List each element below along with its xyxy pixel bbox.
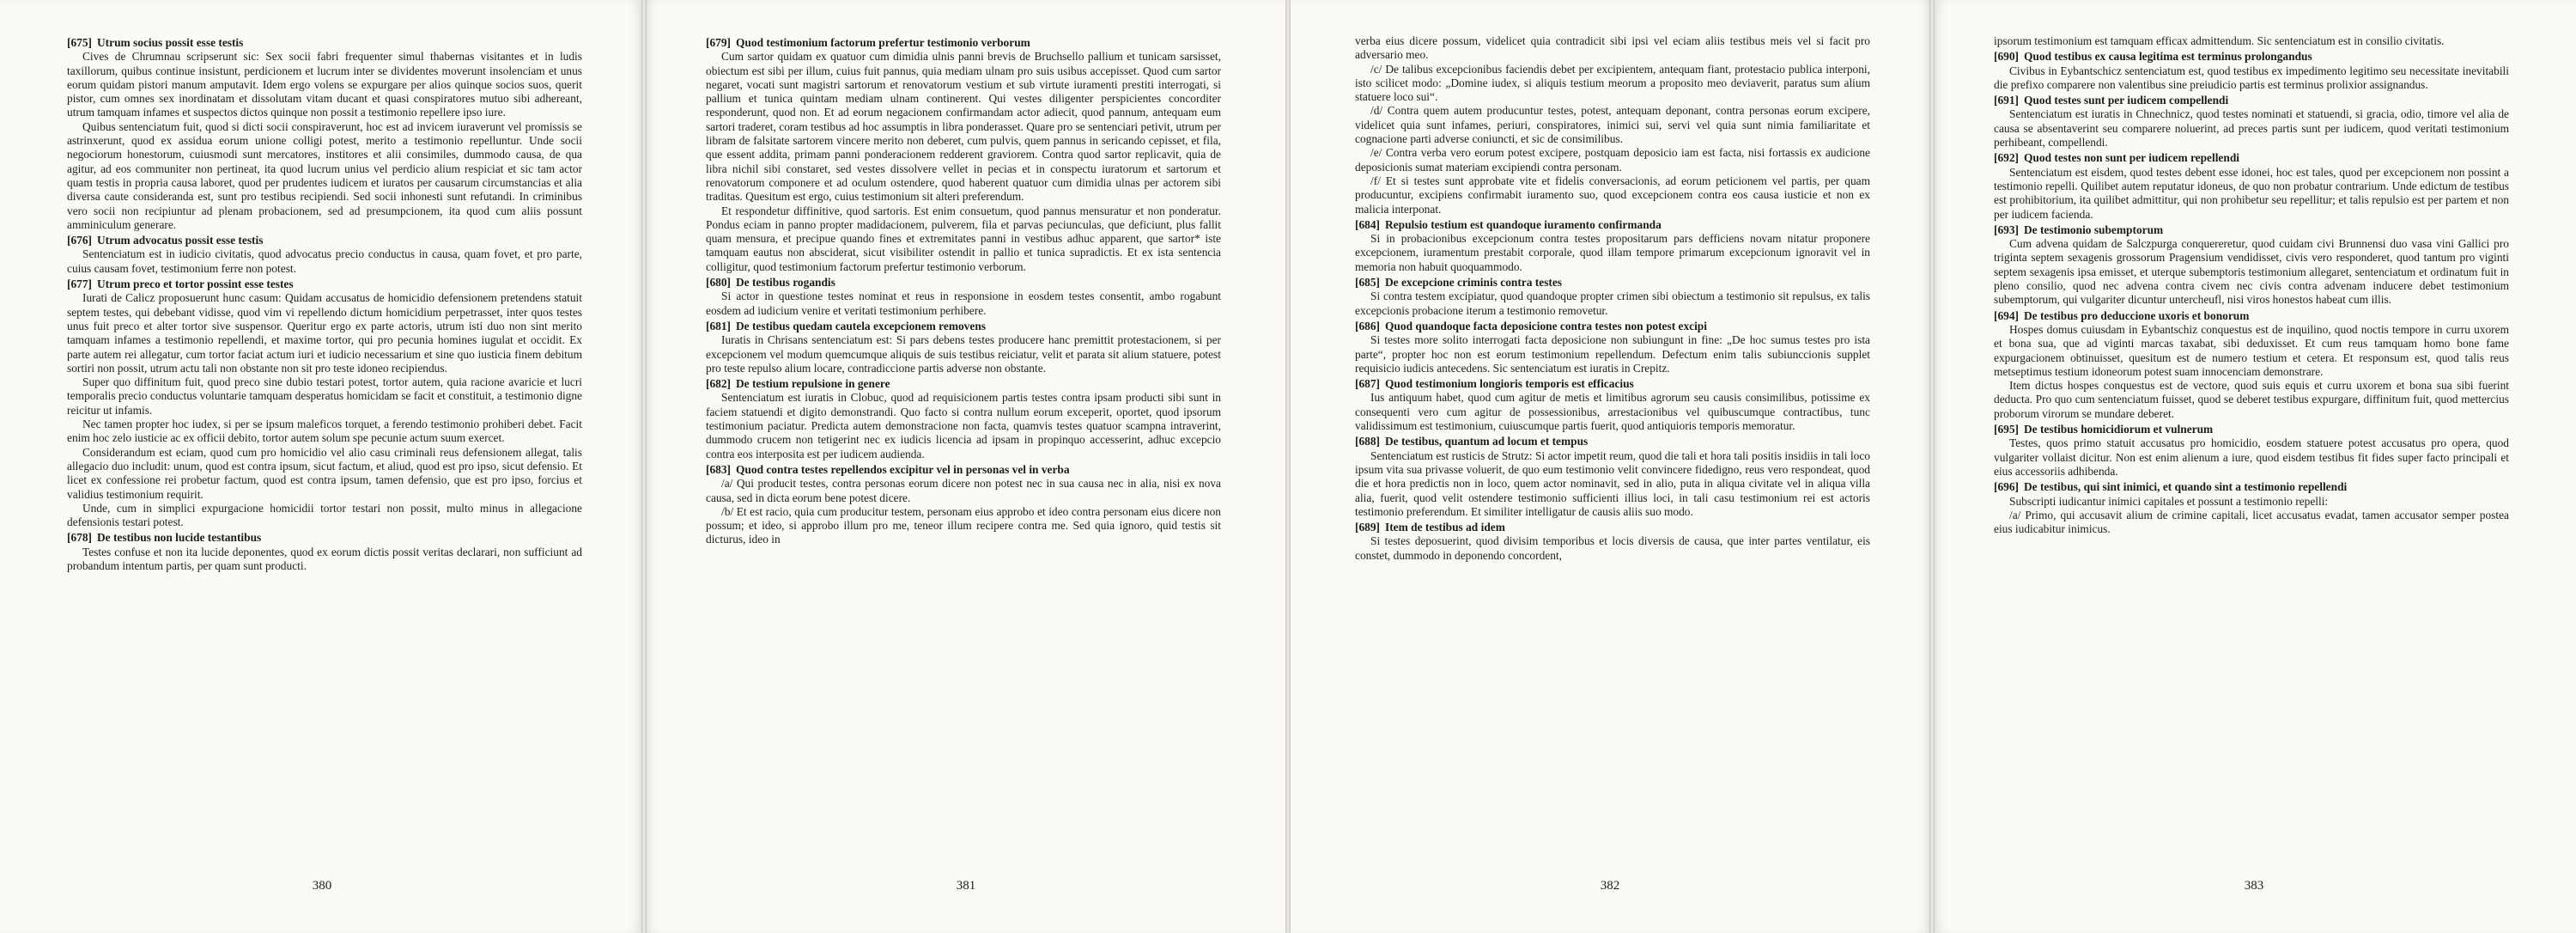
section-number: [680] [706, 276, 732, 290]
section-title: De testibus, quantum ad locum et tempus [1385, 435, 1589, 448]
section-heading [706, 36, 1221, 50]
section-number: [676] [67, 234, 93, 247]
section-number: [688] [1355, 435, 1381, 448]
paragraph: Si testes more solito interrogati facta deposicione non subiungunt in fine: „De hoc sumus testes pro ista parte“, propter hoc non est eorum testimonium repellendum. Defectum enim talis subiunccionis supplet requisicio iudicis antecedens. Sic sentenciatum est iuratis in Crepitz. [1355, 333, 1870, 375]
section [1355, 63, 1870, 216]
paragraph: Nec tamen propter hoc iudex, si per se ipsum maleficos torquet, a ferendo testimonio prohiberi debet. Facit enim hoc zelo iusticie ac ex officii debito, tortor autem solum spe pecunie actum suum exercet. [67, 418, 582, 445]
section-title: Item de testibus ad idem [1385, 521, 1505, 534]
section-number: [684] [1355, 217, 1381, 231]
paragraph: Si in probacionibus excepcionum contra testes propositarum pars defficiens novam nitatur proponere excepcionem, iuramentum prestabit corporale, quod illam tempore primarum excepcionum ignoravit vel in memoria non habuit quoquammodo. [1355, 232, 1870, 273]
paragraph: /e/ Contra verba vero eorum potest excipere, postquam deposicio iam est facta, nisi fortassis ex audicione deposicionis sumat materiam excipiendi contra personam. [1355, 146, 1870, 174]
section-number: [691] [1994, 94, 2020, 107]
section-number: [678] [67, 531, 93, 545]
paragraph: Si actor in questione testes nominat et reus in responsione in eosdem testes consentit, ambo rogabunt eosdem ad iudicium venire et veritati testimonium perhibere. [706, 290, 1221, 317]
section-heading [1994, 94, 2509, 107]
section [1994, 94, 2509, 149]
section-number: [693] [1994, 223, 2020, 236]
section [706, 276, 1221, 318]
section-heading [706, 463, 1221, 477]
paragraph: Sentenciatum est iuratis in Clobuc, quod ad requisicionem partis testes contra ipsam producti sibi sunt in faciem statuendi et digito demonstrandi. Quo facto si contra nullum eorum exceperit, oportet, quod ipsorum testimonium paciatur. Predicta autem demonstracione non facta, quamvis testes quatuor scampna intraverint, dummodo crucem non tetigerint nec ex iudicis licencia ad ipsam in propinquo accesserint, adhuc excepcio contra eos interposita est per iudicem audienda. [706, 391, 1221, 460]
text-column [67, 34, 582, 859]
section-heading [1994, 480, 2509, 494]
paragraph: /a/ Qui producit testes, contra personas eorum dicere non potest nec in sua causa nec in alia, nisi ex nova causa, sed in dicta eorum bene potest dicere. [706, 477, 1221, 504]
section-title: Quod contra testes repellendos excipitur vel in personas vel in verba [736, 462, 1070, 476]
section [1355, 377, 1870, 433]
section-heading [1355, 276, 1870, 290]
paragraph: Hospes domus cuiusdam in Eybantschiz conquestus est de inquilino, quod noctis tempore in curru uxorem et bona sua, que ad viginti marcas taxabat, sibi deduxisset. Et cum reus tamquam homo bone fame expurgacionem obtinuisset, quesitum est de numero testium et cetera. Et responsum est, quod talis reus metseptimus testium idoneorum potest suam innocenciam demonstrare. [1994, 322, 2509, 378]
section-number: [682] [706, 377, 732, 391]
section [1355, 276, 1870, 318]
continued-text: ipsorum testimonium est tamquam efficax admittendum. Sic sentenciatum est in consilio civitatis. [1994, 34, 2445, 47]
section-heading [1355, 435, 1870, 448]
section-heading [1994, 50, 2509, 64]
page-381 [644, 0, 1288, 933]
section-title: Quod testibus ex causa legitima est terminus prolongandus [2024, 50, 2312, 64]
gutter-shadow [1285, 0, 1291, 933]
section-title: Quod testimonium longioris temporis est efficacius [1385, 377, 1634, 391]
section-number: [690] [1994, 50, 2020, 64]
section-number: [687] [1355, 377, 1381, 391]
paragraph: Si contra testem excipiatur, quod quandoque propter crimen sibi obiectum a testimonio sit repulsus, ex talis excepcionis probacione iterum a testimonio removetur. [1355, 290, 1870, 317]
paragraph: /f/ Et si testes sunt approbate vite et fidelis conversacionis, ad eorum peticionem vel partis, per quam producuntur, excipiens confirmabit iuramento suo, quod excepcionem contra eos causa iusticie et non ex malicia interponat. [1355, 174, 1870, 216]
section-number: [685] [1355, 276, 1381, 290]
section-title: De testibus, qui sint inimici, et quando sint a testimonio repellendi [2024, 480, 2348, 494]
section-title: Utrum preco et tortor possint esse testes [97, 277, 294, 291]
section [1994, 223, 2509, 308]
section-heading [706, 276, 1221, 290]
section [706, 377, 1221, 461]
paragraph: Ius antiquum habet, quod cum agitur de metis et limitibus agrorum seu causis consimilibus, potissime ex consequenti vero cum agitur de possessionibus, arrestacionibus vel quibuscumque contractibus, tunc validissimum est testimonium, cuiuscumque partis fuerit, quod antiquioris temporis memoratur. [1355, 391, 1870, 433]
section [1994, 151, 2509, 221]
gutter-shadow [641, 0, 647, 933]
section [1994, 309, 2509, 421]
section-title: Utrum socius possit esse testis [97, 36, 244, 49]
section-title: Quod testes non sunt per iudicem repellendi [2024, 151, 2239, 165]
page-number: 380 [312, 879, 332, 893]
page-383 [1932, 0, 2576, 933]
section-title: Utrum advocatus possit esse testis [97, 234, 264, 247]
paragraph: Iurati de Calicz proposuerunt hunc casum: Quidam accusatus de homicidio defensionem pretendens statuit septem testes, qui debebant vidisse, quod vim vi repellendo dictum homicidium perpetrasset, inter quos testes unus fuit preco et alter tortor sive suspensor. Queritur ergo ex parte actoris, utrum isti duo non sint merito tamquam infames a testimonio repellendi, et maxime tortor, qui pro pecunia homines iugulat et occidit. Ex parte autem rei allegatur, cum tortor faciat actum iuri et iudicio necessarium et sine quo iusticia finem debitum sortiri non possit, utrum actu tali non obstante non sit pro teste idoneo recipiendus. [67, 291, 582, 375]
paragraph: Super quo diffinitum fuit, quod preco sine dubio testari potest, tortor autem, quia racione avaricie et lucri temporalis precio conductus voluntarie tamquam desperatus homicidam se facit et constituit, a testimonio digne reicitur ut infamis. [67, 375, 582, 417]
text-column [1355, 34, 1870, 859]
section-number: [692] [1994, 151, 2020, 165]
section-title: De testibus rogandis [736, 276, 835, 290]
section-title: De testibus non lucide testantibus [97, 531, 262, 545]
section [1355, 218, 1870, 274]
section-title: Quod testimonium factorum prefertur testimonio verborum [736, 36, 1030, 49]
section-title: Quod quandoque facta deposicione contra testes non potest excipi [1385, 319, 1707, 332]
section [1355, 521, 1870, 563]
paragraph: Quibus sentenciatum fuit, quod si dicti socii conspiraverunt, hoc est ad invicem iuraverunt vel promissis se astrinxerunt, quod ex assidua eorum unione colligi potest, merito a testimonio repelluntur. Unde socii negociorum honestorum, cuiusmodi sunt mercatores, institores et alii consimiles, dummodo causa, de qua agitur, ad eos communiter non pertineat, ita quod lucrum unius vel perdicio alium respiciat et sic tam actor quam testis in propria causa laboret, quod per prudentes iudicem et iuratos per causarum circumstancias et alia diversa caute consideranda est, sunt pro testibus recipiendi. Sed socii inhonesti sunt refutandi. In criminibus vero socii non recipiuntur ad plenam probacionem, sed ad presumpcionem, ita quod cum aliis possunt amminiculum generare. [67, 119, 582, 231]
paragraph: Si testes deposuerint, quod divisim temporibus et locis diversis de causa, que inter partes ventilatur, eis constet, dummodo in deponendo concordent, [1355, 534, 1870, 562]
section [1355, 320, 1870, 375]
section [1994, 423, 2509, 479]
paragraph: Testes confuse et non ita lucide deponentes, quod ex eorum dictis possit veritas declarari, non sufficiunt ad probandum intentum partis, per quam sunt producti. [67, 545, 582, 572]
section-title: De excepcione criminis contra testes [1385, 276, 1563, 290]
paragraph: Testes, quos primo statuit accusatus pro homicidio, eosdem statuere potest accusatus pro opera, quod vulgariter vollaist dicitur. Non est enim alienum a iure, quod eisdem testibus fit fides super facto principali et eius accessoriis adhibenda. [1994, 436, 2509, 478]
paragraph: Cum advena quidam de Salczpurga conquereretur, quod cuidam civi Brunnensi duo vasa vini Gallici pro triginta septem sexagenis grossorum Pragensium vendidisset, civis vero responderet, quod tantum pro viginti septem sexagenis ipsa emisset, et uterque subemptoris testimonium allegaret, sentenciatum et ordinatum fuit in pleno consilio, quod nec advena contra civem nec civis contra advenam inducere debet testimonium subemptorum, qui vulgariter dicuntur untercheufl, nisi viros honestos habeat cum illis. [1994, 237, 2509, 307]
section-heading [1355, 377, 1870, 391]
section-title: Repulsio testium est quandoque iuramento confirmanda [1385, 217, 1662, 231]
section-number: [675] [67, 36, 93, 49]
section-heading [1355, 320, 1870, 333]
paragraph: Sentenciatum est in iudicio civitatis, quod advocatus precio conductus in causa, quam fovet, et pro parte, cuius causam fovet, testimonium ferre non potest. [67, 247, 582, 275]
section-heading [706, 377, 1221, 391]
section [67, 36, 582, 232]
paragraph: Sentenciatum est iuratis in Chnechnicz, quod testes nominati et statuendi, si gracia, odio, timore vel alia de causa se absentaverint seu comparere noluerint, ad preces partis sunt per iudicem, quod veritati testimonium perhibeant, compellendi. [1994, 107, 2509, 149]
section-heading [1994, 309, 2509, 323]
section-heading [67, 277, 582, 291]
section-title: De testium repulsione in genere [736, 377, 890, 391]
paragraph: /a/ Primo, qui accusavit alium de crimine capitali, licet accusatus evadat, tamen accusator semper postea eius iudicabitur inimicus. [1994, 508, 2509, 536]
section [67, 277, 582, 529]
page-382 [1288, 0, 1932, 933]
section-number: [679] [706, 36, 732, 49]
gutter-shadow [1929, 0, 1935, 933]
section-title: De testibus homicidiorum et vulnerum [2024, 423, 2214, 436]
section-heading [1994, 423, 2509, 436]
paragraph: /c/ De talibus excepcionibus faciendis debet per excipientem, antequam fiant, protestacio publica interponi, isto scilicet modo: „Domine iudex, si aliquis testium meorum a proposito meo deviaverit, paratus sum alium statuere loco sui“. [1355, 62, 1870, 104]
section-heading [1355, 218, 1870, 232]
continued-text: verba eius dicere possum, videlicet quia contradicit sibi ipsi vel eciam aliis testibus meis vel si facit pro adversario meo. [1355, 34, 1870, 62]
section-heading [67, 36, 582, 50]
paragraph: Item dictus hospes conquestus est de vectore, quod suis equis et curru uxorem et bona sua sibi fuerint deducta. Pro quo cum sentenciatum fuisset, quod se deberet testibus expurgare, diffinitum fuit, quod mettercius proborum virorum se mundare deberet. [1994, 379, 2509, 420]
paragraph: Subscripti iudicantur inimici capitales et possunt a testimonio repelli: [2009, 494, 2329, 508]
section-number: [694] [1994, 308, 2020, 322]
paragraph: Civibus in Eybantschicz sentenciatum est, quod testibus ex impedimento legitimo seu necessitate inevitabili die prefixo comparere non valentibus sine preiudicio partis est terminus prolixior assignandus. [1994, 64, 2509, 91]
section-heading [706, 320, 1221, 333]
page-number: 381 [956, 879, 976, 893]
section [706, 36, 1221, 274]
page-380 [0, 0, 644, 933]
paragraph: /d/ Contra quem autem producuntur testes, potest, antequam deponant, contra personas eorum excipere, videlicet quia sunt infames, periuri, conspiratores, inimici sui, servi vel quia sunt nimia familiaritate et cognacione parti adverse coniuncti, et sic de consimilibus. [1355, 104, 1870, 146]
section-heading [1355, 521, 1870, 534]
section-heading [1994, 223, 2509, 237]
section [1994, 480, 2509, 536]
page-number: 383 [2244, 879, 2264, 893]
section-heading [67, 531, 582, 545]
section-number: [689] [1355, 521, 1381, 534]
paragraph: Iuratis in Chrisans sentenciatum est: Si pars debens testes producere hanc premittit protestacionem, si per excepcionem vel modum quemcumque aliquis de suis testibus reiciatur, velit et parata sit alium statuere, potest pro teste repulso alium locare, contradiccione partis adverse non obstante. [706, 333, 1221, 375]
text-column [706, 34, 1221, 859]
section-title: De testibus pro deduccione uxoris et bonorum [2024, 308, 2250, 322]
section-title: De testimonio subemptorum [2024, 223, 2164, 236]
section-number: [683] [706, 462, 732, 476]
section [67, 234, 582, 276]
paragraph: Et respondetur diffinitive, quod sartoris. Est enim consuetum, quod pannus mensuratur et non ponderatur. Pondus eciam in panno propter madidacionem, pulverem, fila et parvas peciunculas, que deficiunt, plus fallit quam mensura, et precipue quando fines et extremitates panni in vestibus adhuc apparent, que sartor* iste tamquam eautus non absciderat, sicut visibiliter ostendit in pallio et tunica supradictis. Et ex ista sentencia colligitur, quod testimonium factorum prefertur testimonio verborum. [706, 204, 1221, 273]
text-column [1994, 34, 2509, 859]
page-number: 382 [1600, 879, 1620, 893]
section-heading [1994, 151, 2509, 165]
section-number: [686] [1355, 319, 1381, 332]
paragraph: /b/ Et est racio, quia cum producitur testem, personam eius approbo et ideo contra personam eius dicere non possum; et ideo, si approbo illum pro me, teneor illum recipere contra me. Sed quia ignoro, quid testis sit dicturus, ideo in [706, 504, 1221, 546]
section-number: [681] [706, 319, 732, 332]
paragraph: Cives de Chrumnau scripserunt sic: Sex socii fabri frequenter simul thabernas visitantes et in ludis taxillorum, quibus continue insistunt, perdicionem et lucrum inter se dividentes moverunt insolenciam et unus eorum quidam pistori manum amputavit. Idem ergo volens se expurgare per alios quinque socios suos, querit pistor, cum omnes sex inordinatam et dissolutam vitam ducant et quasi conspiratores mutuo sibi adhereant, utrum tamquam infames et suspectos dictos quinque non possit a testimonio repellere ipso iure. [67, 50, 582, 119]
section [1994, 50, 2509, 92]
section-title: Quod testes sunt per iudicem compellendi [2024, 94, 2229, 107]
section [706, 463, 1221, 547]
paragraph: Unde, cum in simplici expurgacione homicidii tortor testari non possit, multo minus in allegacione defensionis testari potest. [67, 501, 582, 529]
section-title: De testibus quedam cautela excepcionem removens [736, 319, 986, 332]
section [706, 320, 1221, 375]
section-number: [677] [67, 277, 93, 291]
paragraph: Sentenciatum est rusticis de Strutz: Si actor impetit reum, quod die tali et hora tali positis insidiis in tali loco ipsum vita sua privasse voluerit, de quo eum testimonio velit convincere fidedigno, reus vero respondeat, quod die et hora predictis non in loco, quem actor nominavit, sed in alio, puta in aliqua civitate vel in aliqua villa alia, fuerit, quod velit ostendere testimonio sufficienti illius loci, in tali casu testimonium rei est actoris testimonio preferendum. Et similiter intelligatur de causis aliis suo modo. [1355, 448, 1870, 518]
paragraph: Cum sartor quidam ex quatuor cum dimidia ulnis panni brevis de Bruchsello pallium et tunicam sarsisset, obiectum est sibi per illum, cuius fuit pannus, quia mediam ulnam pro suis usibus accepisset. Quod cum sartor negaret, vocati sunt magistri sartorum et renovatorum vestium et sub virtute iuramenti prestiti interrogati, si pallium et tunica quintam mediam ulnam continerent. Qui vestes diligenter perspicientes concorditer responderunt, quod non. Et ad eorum negacionem confirmandam actor adiecit, quod pannum, antequam eum sartori traderet, coram testibus ad hoc assumptis in libra ponderasset. Quare pro se sentenciari petivit, utrum per libram de falsitate sartorem vincere merito non deberet, cum pulvis, quem pannus in sericando cepisset, et fila, que essent addita, primam panni ponderacionem redderent graviorem. Contra quod sartor replicavit, quia de libra nichil sibi constaret, sed vestes dissolvere vellet in pecias et in conspectu iuratorum et sartorum et renovatorum componere et ad oculum ostendere, quod haberent quatuor cum dimidia ulnas per actorem sibi traditas. Quesitum est ergo, cuius testimonium sit alteri preferendum. [706, 50, 1221, 204]
section-number: [696] [1994, 480, 2020, 494]
paragraph: Considerandum est eciam, quod cum pro homicidio vel alio casu criminali reus defensionem allegat, talis allegacio duo includit: unum, quod est contra ipsum, sicut factum, et aliud, quod est pro ipso, sicut defensio. Et licet ex confessione rei probetur factum, quod est contra ipsum, tamen defensio, que est pro ipso, forcius et validius testimonium requirit. [67, 445, 582, 501]
paragraph: Sentenciatum est eisdem, quod testes debent esse idonei, hoc est tales, quod per excepcionem non possint a testimonio repelli. Quilibet autem reputatur idoneus, de quo non probatur contrarium. Unde edictum de testibus est prohibitorium, ita quilibet admittitur, qui non prohibetur seu repellitur; et talis repulsio est per partem et non per iudicem facienda. [1994, 165, 2509, 221]
section [1355, 435, 1870, 519]
section-number: [695] [1994, 423, 2020, 436]
section [67, 531, 582, 573]
section-heading [67, 234, 582, 247]
